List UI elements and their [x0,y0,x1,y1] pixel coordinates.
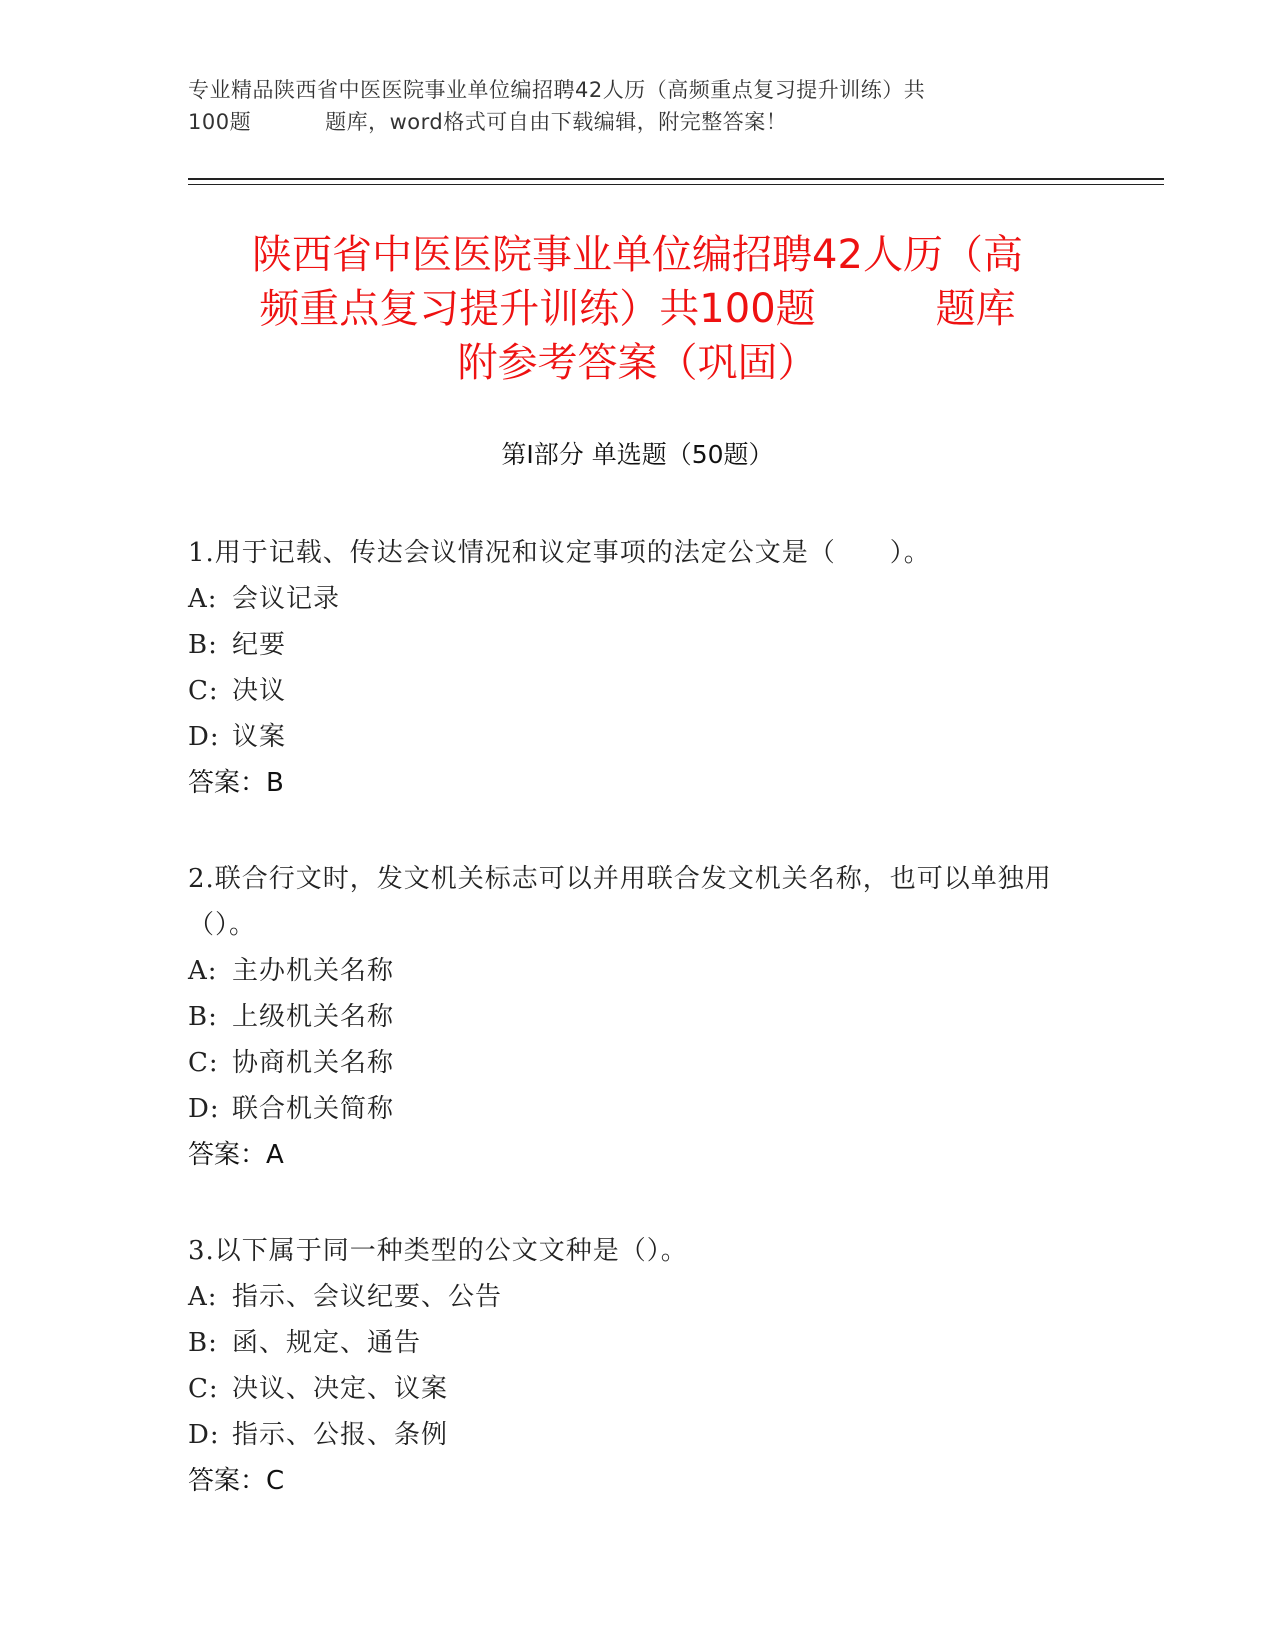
question-item [188,530,1068,806]
header-description: 题库，word格式可自由下载编辑，附完整答案！ [325,110,788,134]
option-key: B: [188,1328,218,1358]
option-key: C: [188,676,219,706]
title-line-2 [180,282,1095,336]
question-text: 1.用于记载、传达会议情况和议定事项的法定公文是（ ）。 [188,538,931,568]
option-text: 议案 [232,722,287,752]
option-c [188,1040,1068,1086]
option-text: 指示、公报、条例 [232,1420,449,1450]
title-line-3: 附参考答案（巩固） [457,340,818,386]
document-header [188,74,1088,138]
option-d [188,1412,1068,1458]
option-text: 协商机关名称 [232,1048,395,1078]
option-b [188,1320,1068,1366]
title-line-2-part-b: 题库 [935,286,1016,332]
option-text: 指示、会议纪要、公告 [232,1282,503,1312]
header-rule-thick [188,178,1164,180]
option-text: 主办机关名称 [232,956,395,986]
option-key: D: [188,722,220,752]
option-text: 上级机关名称 [232,1002,395,1032]
title-line-1: 陕西省中医医院事业单位编招聘42人历（高 [252,232,1023,278]
option-text: 纪要 [232,630,287,660]
option-text: 决议、决定、议案 [232,1374,449,1404]
answer-line: 答案：A [188,1140,284,1170]
option-key: B: [188,1002,218,1032]
document-title [180,228,1095,390]
option-a [188,948,1068,994]
option-c [188,668,1068,714]
question-item [188,856,1068,1178]
option-key: C: [188,1048,219,1078]
option-text: 会议记录 [232,584,341,614]
question-item [188,1228,1068,1504]
option-key: A: [188,1282,218,1312]
option-b [188,622,1068,668]
header-line-1: 专业精品陕西省中医医院事业单位编招聘42人历（高频重点复习提升训练）共 [188,78,926,102]
title-line-2-part-a: 频重点复习提升训练）共100题 [259,286,816,332]
option-text: 联合机关简称 [232,1094,395,1124]
option-text: 函、规定、通告 [232,1328,422,1358]
option-key: C: [188,1374,219,1404]
option-key: B: [188,630,218,660]
option-text: 决议 [232,676,287,706]
option-key: A: [188,956,218,986]
option-key: D: [188,1420,220,1450]
option-key: A: [188,584,218,614]
section-heading: 第I部分 单选题（50题） [501,440,774,469]
answer-line: 答案：B [188,768,284,798]
option-c [188,1366,1068,1412]
option-b [188,994,1068,1040]
header-count: 100题 [188,110,252,134]
question-text: 3.以下属于同一种类型的公文文种是（）。 [188,1236,688,1266]
option-d [188,1086,1068,1132]
question-text: 2.联合行文时，发文机关标志可以并用联合发文机关名称，也可以单独用（）。 [188,864,1052,940]
option-a [188,1274,1068,1320]
option-a [188,576,1068,622]
header-line-2 [188,106,1088,138]
header-rule-thin [188,184,1164,185]
option-d [188,714,1068,760]
answer-line: 答案：C [188,1466,285,1496]
option-key: D: [188,1094,220,1124]
question-list [188,530,1068,1554]
